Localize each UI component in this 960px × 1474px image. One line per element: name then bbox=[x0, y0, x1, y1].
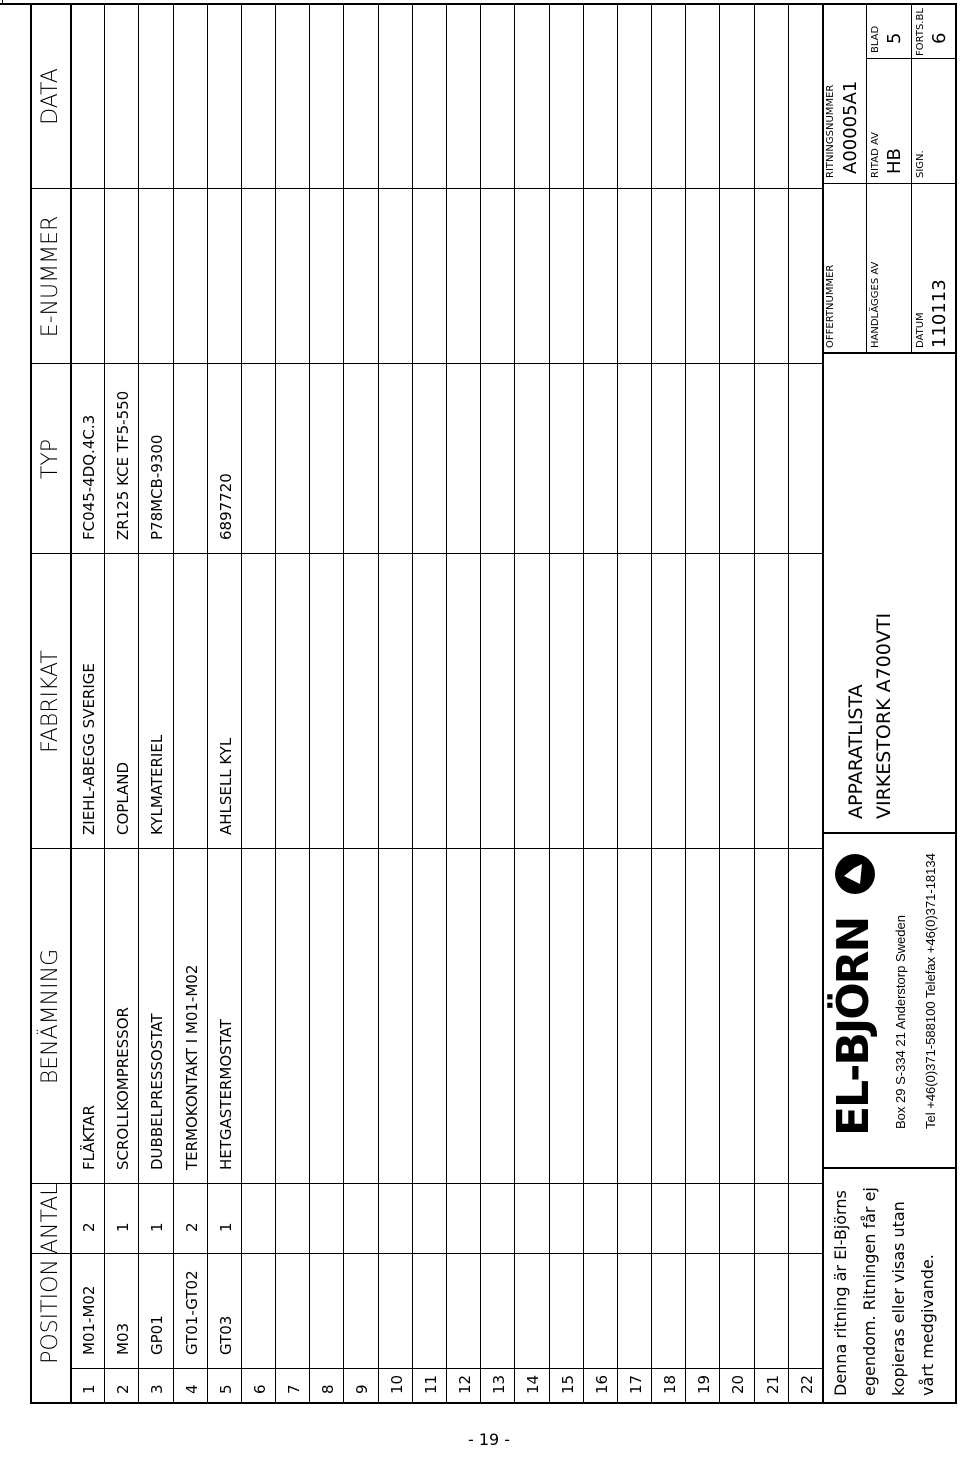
blad-value: 5 bbox=[884, 32, 905, 44]
cell-position: M01-M02 bbox=[80, 1285, 98, 1355]
column-header-data: DATA bbox=[38, 68, 63, 125]
row-number: 22 bbox=[798, 1374, 816, 1394]
handlagges-av-label: HANDLÄGGES AV bbox=[870, 261, 881, 348]
cell-typ: P78MCB-9300 bbox=[148, 434, 166, 540]
row-number: 12 bbox=[456, 1374, 474, 1394]
cell-fabrikat: COPLAND bbox=[114, 761, 132, 835]
datum-label: DATUM bbox=[915, 312, 926, 348]
row-number: 21 bbox=[764, 1374, 782, 1394]
row-number: 15 bbox=[559, 1374, 577, 1394]
title-line-2: VIRKESTORK A700VTI bbox=[873, 612, 895, 819]
cell-antal: 1 bbox=[114, 1222, 132, 1232]
cell-position: GP01 bbox=[148, 1315, 166, 1355]
cell-typ: 6897720 bbox=[217, 473, 235, 540]
document-title bbox=[842, 613, 898, 819]
cell-position: M03 bbox=[114, 1322, 132, 1355]
row-number: 3 bbox=[148, 1384, 166, 1394]
cell-fabrikat: AHLSELL KYL bbox=[217, 737, 235, 835]
offertnummer-label: OFFERTNUMMER bbox=[825, 264, 836, 348]
ritningsnummer-label: RITNINGSNUMMER bbox=[825, 84, 836, 178]
sign-label: SIGN. bbox=[915, 150, 926, 178]
ritningsnummer-value: A00005A1 bbox=[840, 80, 861, 174]
row-number: 18 bbox=[661, 1374, 679, 1394]
row-number: 2 bbox=[114, 1384, 132, 1394]
bear-emblem-icon bbox=[832, 852, 878, 896]
ritad-av-value: HB bbox=[884, 148, 905, 174]
ritad-av-label: RITAD AV bbox=[870, 132, 881, 178]
row-number: 13 bbox=[490, 1374, 508, 1394]
row-number: 9 bbox=[353, 1384, 371, 1394]
cell-antal: 2 bbox=[183, 1222, 201, 1232]
cell-position: GT01-GT02 bbox=[183, 1270, 201, 1355]
row-number: 7 bbox=[285, 1384, 303, 1394]
cell-antal: 1 bbox=[217, 1222, 235, 1232]
row-number: 20 bbox=[729, 1374, 747, 1394]
row-number: 1 bbox=[80, 1384, 98, 1394]
cell-fabrikat: KYLMATERIEL bbox=[148, 734, 166, 835]
ownership-note bbox=[826, 1187, 942, 1396]
cell-benamning: TERMOKONTAKT I M01-M02 bbox=[183, 964, 201, 1170]
forts-bl-value: 6 bbox=[929, 32, 950, 44]
row-number: 14 bbox=[524, 1374, 542, 1394]
title-line-1: APPARATLISTA bbox=[845, 684, 867, 819]
column-header-e-nummer: E-NUMMER bbox=[38, 215, 63, 338]
column-header-fabrikat: FABRIKAT bbox=[38, 650, 63, 753]
cell-antal: 2 bbox=[80, 1222, 98, 1232]
cell-typ: ZR125 KCE TF5-550 bbox=[114, 390, 132, 540]
row-number: 17 bbox=[627, 1374, 645, 1394]
page-number: - 19 - bbox=[468, 1430, 511, 1449]
column-header-position: POSITION bbox=[38, 1259, 63, 1364]
cell-benamning: FLÄKTAR bbox=[80, 1105, 98, 1170]
row-number: 5 bbox=[217, 1384, 235, 1394]
cell-fabrikat: ZIEHL-ABEGG SVERIGE bbox=[80, 663, 98, 835]
column-header-antal: ANTAL bbox=[38, 1183, 63, 1254]
company-address: Box 29 S-334 21 Anderstorp Sweden bbox=[893, 915, 908, 1129]
note-line: egendom. Ritningen får ej bbox=[860, 1187, 879, 1396]
note-line: vårt medgivande. bbox=[918, 1254, 937, 1396]
cell-typ: FC045-4DQ.4C.3 bbox=[80, 414, 98, 540]
note-line: kopieras eller visas utan bbox=[889, 1201, 908, 1396]
company-phone: Tel +46(0)371-588100 Telefax +46(0)371-18134 bbox=[923, 853, 938, 1129]
row-number: 16 bbox=[593, 1374, 611, 1394]
row-number: 6 bbox=[251, 1384, 269, 1394]
cell-position: GT03 bbox=[217, 1315, 235, 1355]
row-number: 11 bbox=[422, 1374, 440, 1394]
blad-label: BLAD bbox=[870, 25, 881, 53]
cell-benamning: SCROLLKOMPRESSOR bbox=[114, 1007, 132, 1170]
column-header-benamning: BENÄMNING bbox=[38, 948, 63, 1085]
column-header-typ: TYP bbox=[38, 438, 63, 480]
cell-benamning: HETGASTERMOSTAT bbox=[217, 1019, 235, 1170]
cell-antal: 1 bbox=[148, 1222, 166, 1232]
row-number: 10 bbox=[388, 1374, 406, 1394]
cell-benamning: DUBBELPRESSOSTAT bbox=[148, 1013, 166, 1170]
row-number: 4 bbox=[183, 1384, 201, 1394]
company-logo: EL-BJÖRN bbox=[828, 917, 879, 1136]
row-number: 19 bbox=[695, 1374, 713, 1394]
forts-bl-label: FORTS.BL bbox=[915, 8, 926, 56]
datum-value: 110113 bbox=[929, 279, 950, 348]
row-number: 8 bbox=[319, 1384, 337, 1394]
note-line: Denna ritning är El-Björns bbox=[831, 1190, 850, 1396]
